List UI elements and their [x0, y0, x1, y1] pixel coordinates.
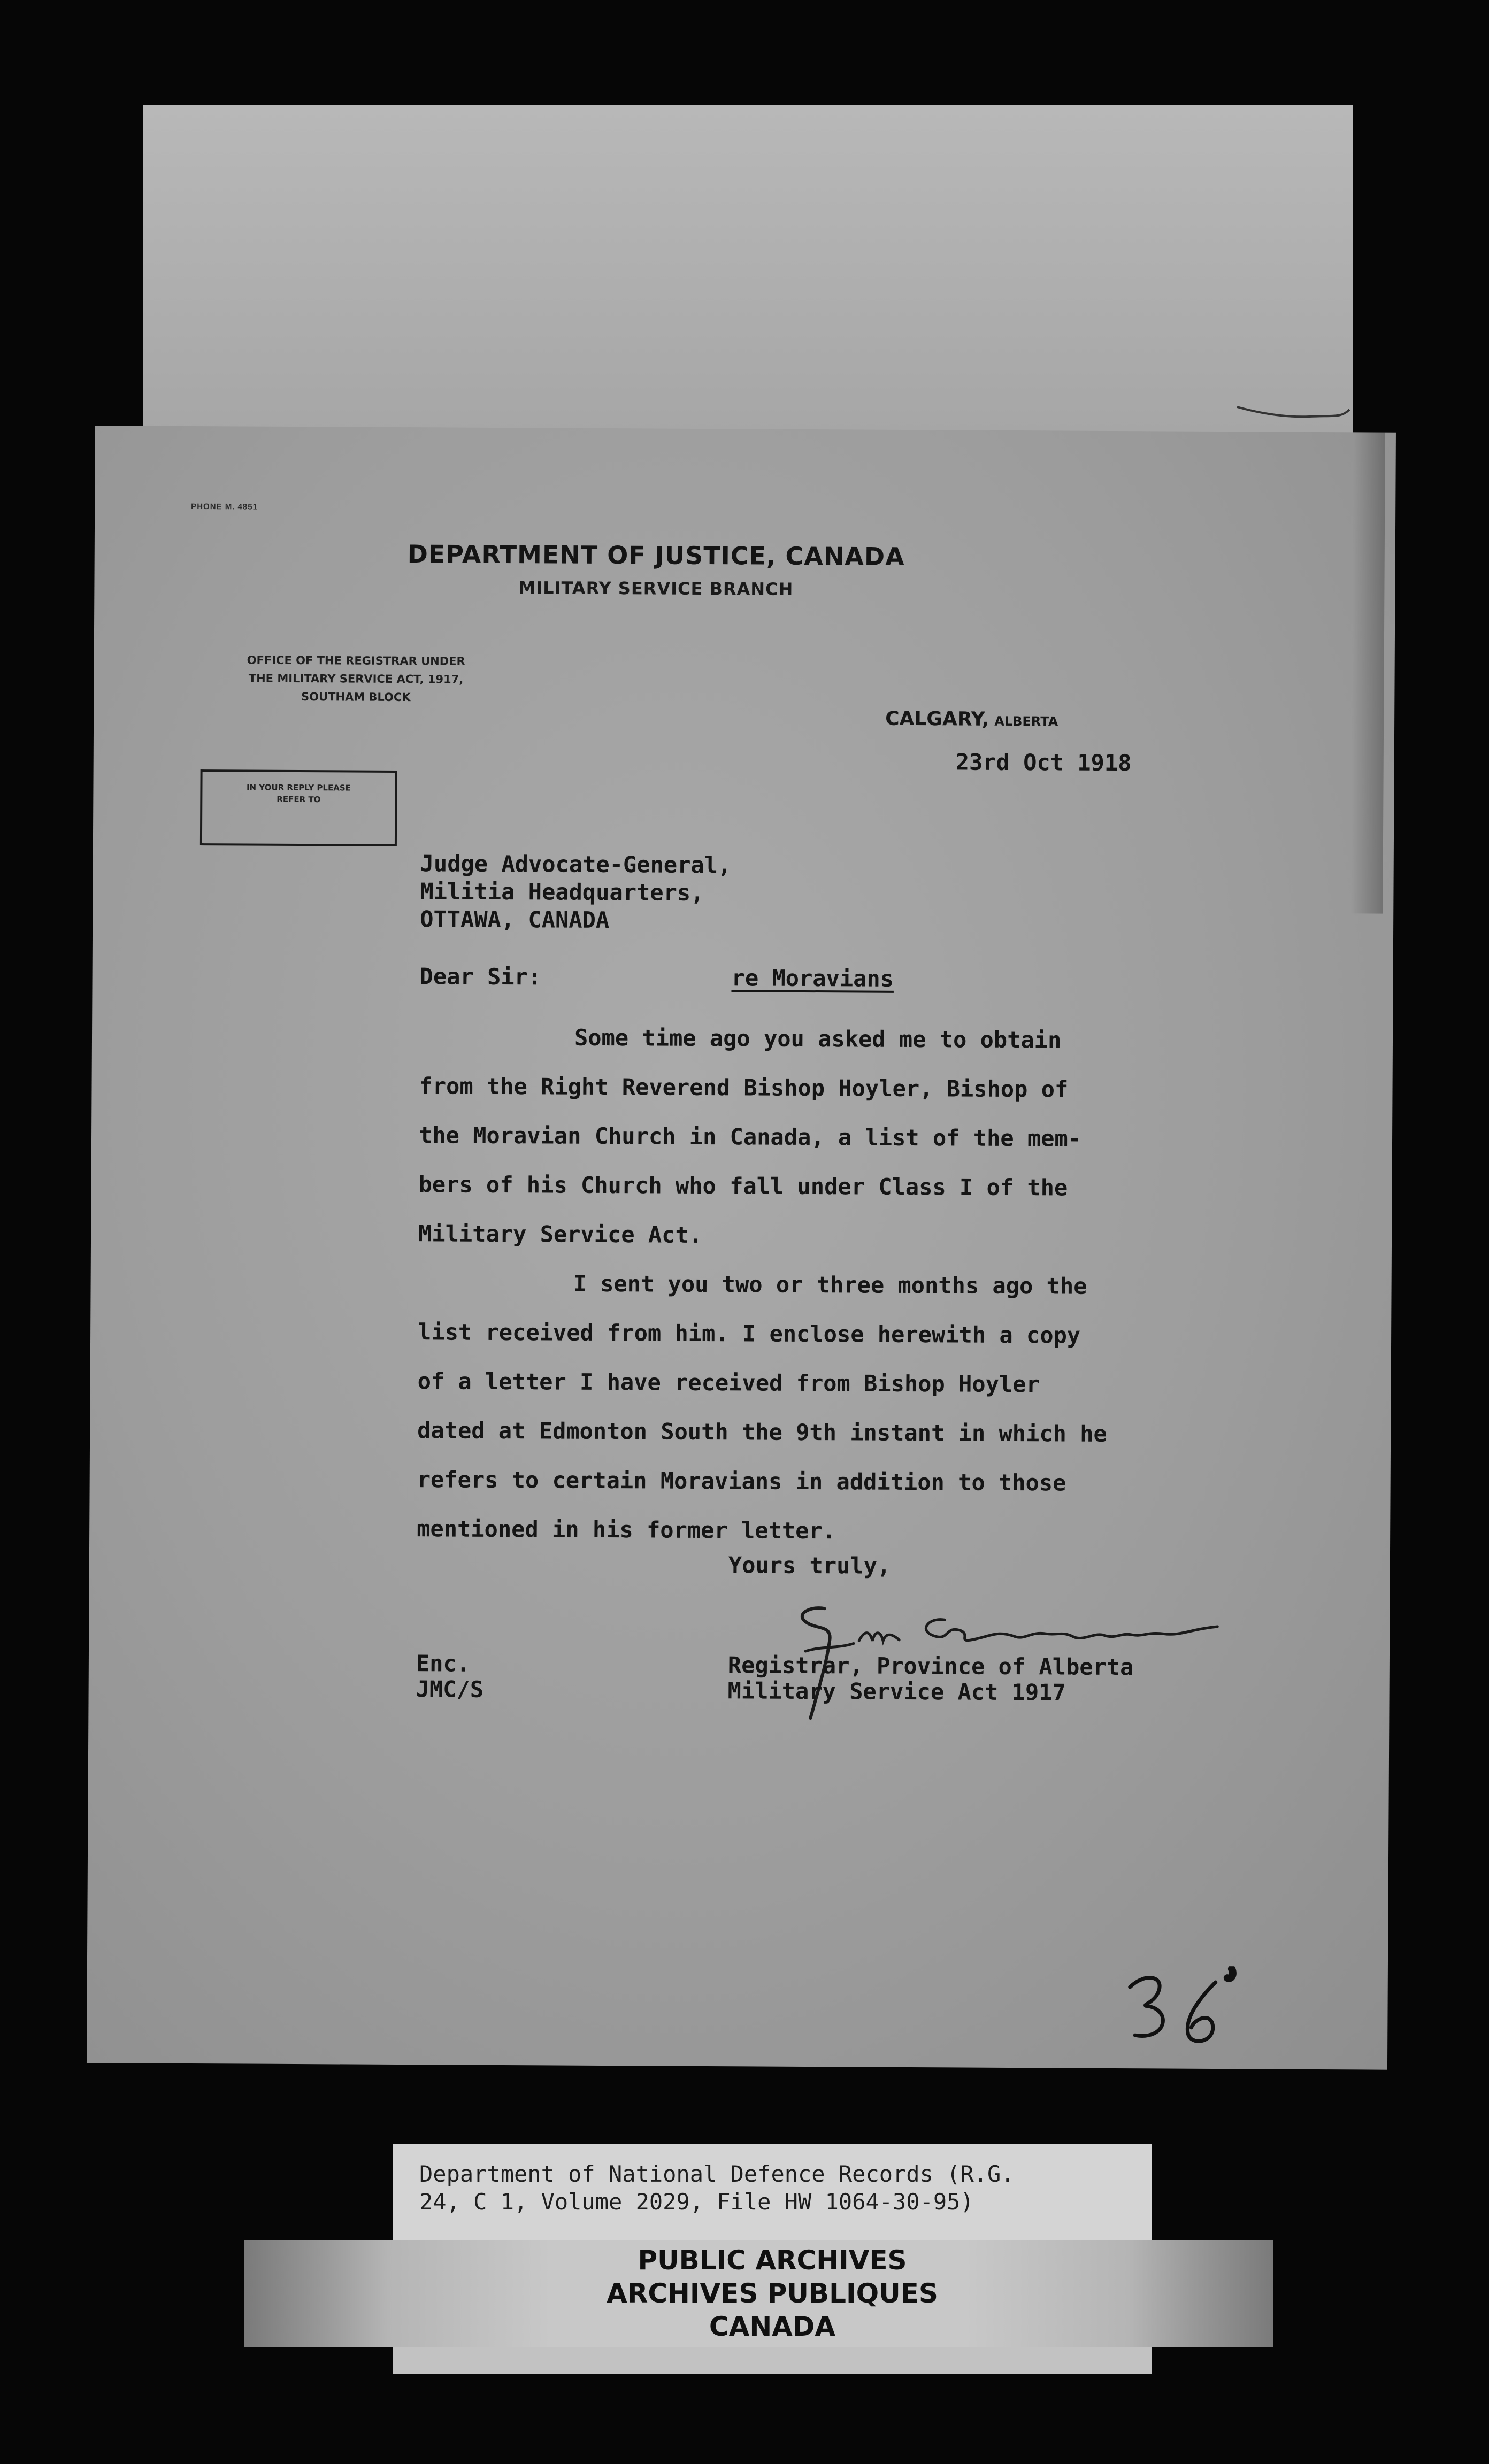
- stamp-line: PUBLIC ARCHIVES: [638, 2245, 907, 2276]
- enclosure-initials: [416, 1651, 484, 1703]
- body-line: refers to certain Moravians in addition to those: [417, 1466, 1066, 1496]
- reference-line: 24, C 1, Volume 2029, File HW 1064-30-95): [419, 2189, 974, 2215]
- body-line: dated at Edmonton South the 9th instant in which he: [417, 1417, 1107, 1447]
- body-line: bers of his Church who fall under Class I of the: [418, 1171, 1068, 1201]
- reply-box-line: REFER TO: [277, 794, 321, 805]
- body-line: Military Service Act.: [418, 1220, 703, 1248]
- reply-box-line: IN YOUR REPLY PLEASE: [246, 782, 351, 793]
- handwritten-page-number: [1114, 1966, 1237, 2052]
- body-line: I sent you two or three months ago the: [573, 1270, 1087, 1299]
- letter-page: [87, 426, 1396, 2070]
- body-line: list received from him. I enclose herewith a copy: [418, 1319, 1081, 1349]
- signatory-title: [728, 1652, 1134, 1706]
- body-line: the Moravian Church in Canada, a list of the mem-: [418, 1122, 1082, 1152]
- body-line: Some time ago you asked me to obtain: [574, 1024, 1062, 1053]
- letter-body: [417, 1012, 1109, 1557]
- address-line: Judge Advocate-General,: [420, 850, 732, 879]
- signatory-line: Military Service Act 1917: [727, 1677, 1066, 1706]
- archive-reference-label: [393, 2144, 1152, 2240]
- recipient-address: [420, 850, 731, 935]
- office-line: OFFICE OF THE REGISTRAR UNDER: [247, 653, 465, 668]
- phone-number: PHONE M. 4851: [191, 502, 258, 512]
- province: ALBERTA: [994, 713, 1058, 729]
- city: CALGARY,: [885, 707, 989, 730]
- office-line: SOUTHAM BLOCK: [301, 690, 411, 704]
- body-line: from the Right Reverend Bishop Hoyler, Bishop of: [419, 1073, 1069, 1103]
- pencil-mark: [1234, 402, 1352, 423]
- office-line: THE MILITARY SERVICE ACT, 1917,: [248, 672, 464, 686]
- stamp-line: ARCHIVES PUBLIQUES: [607, 2278, 938, 2309]
- reference-line: Department of National Defence Records (R.G.: [419, 2161, 1015, 2187]
- branch-title: MILITARY SERVICE BRANCH: [518, 578, 794, 599]
- archives-stamp: [393, 2244, 1152, 2343]
- place-line: [885, 708, 1058, 731]
- signatory-line: Registrar, Province of Alberta: [727, 1652, 1134, 1681]
- enclosure-line: Enc.: [416, 1650, 471, 1677]
- body-line: mentioned in his former letter.: [417, 1515, 836, 1544]
- reply-reference-box: [200, 769, 397, 846]
- office-block: [190, 651, 522, 707]
- letter-date: 23rd Oct 1918: [955, 749, 1132, 776]
- subject-line: re Moravians: [731, 965, 894, 992]
- body-line: of a letter I have received from Bishop Hoyler: [417, 1368, 1040, 1398]
- salutation: Dear Sir:: [419, 963, 542, 990]
- department-title: DEPARTMENT OF JUSTICE, CANADA: [407, 540, 905, 571]
- address-line: Militia Headquarters,: [420, 878, 704, 906]
- closing: Yours truly,: [728, 1552, 891, 1579]
- address-line: OTTAWA, CANADA: [420, 906, 610, 934]
- page-edge-shadow: [1350, 432, 1385, 913]
- enclosure-line: JMC/S: [416, 1676, 484, 1703]
- archive-label-bottom: [393, 2347, 1152, 2374]
- back-page: [143, 105, 1353, 436]
- stamp-line: CANADA: [709, 2311, 836, 2342]
